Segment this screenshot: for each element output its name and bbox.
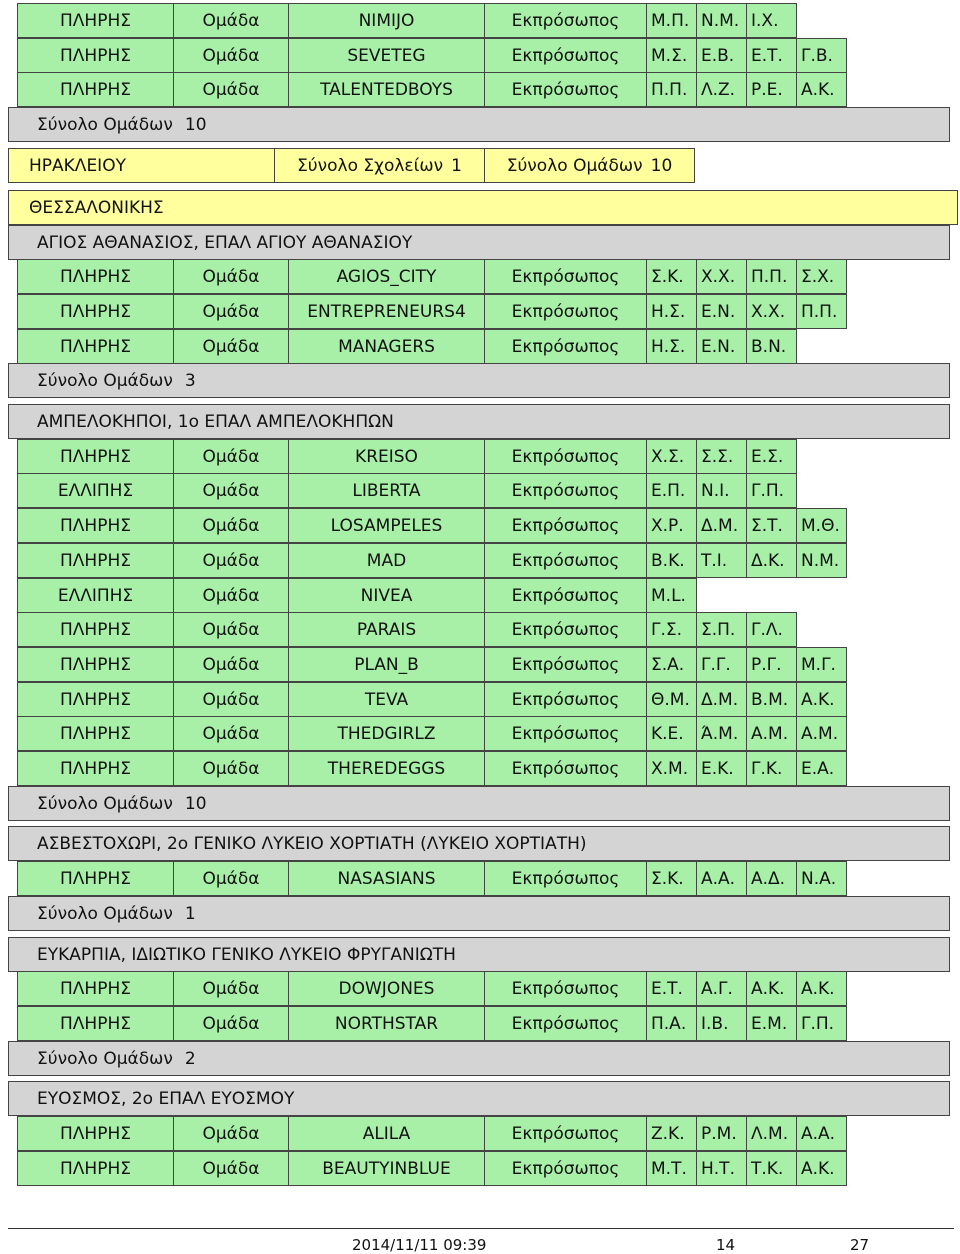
team-name: BEAUTYINBLUE <box>289 1151 485 1186</box>
member-initials: Γ.Κ. <box>747 751 797 786</box>
team-name: LIBERTA <box>289 473 485 508</box>
member-initials: Ν.Μ. <box>697 3 747 38</box>
team-label: Ομάδα <box>174 971 289 1006</box>
member-initials: Α.Γ. <box>697 971 747 1006</box>
team-label: Ομάδα <box>174 716 289 751</box>
team-label: Ομάδα <box>174 751 289 786</box>
team-total-label: Σύνολο Ομάδων <box>37 903 173 924</box>
schools-total <box>275 148 485 183</box>
member-initials: Σ.Α. <box>647 647 697 682</box>
member-initials: Σ.Κ. <box>647 861 697 896</box>
school-header: ΑΣΒΕΣΤΟΧΩΡΙ, 2ο ΓΕΝΙΚΟ ΛΥΚΕΙΟ ΧΟΡΤΙΑΤΗ (ΛΥΚΕΙΟ ΧΟΡΤΙΑΤΗ) <box>8 826 950 861</box>
team-status: ΠΛΗΡΗΣ <box>17 294 174 329</box>
team-row <box>17 1006 847 1041</box>
member-initials: Ε.Α. <box>797 751 847 786</box>
team-status: ΠΛΗΡΗΣ <box>17 38 174 73</box>
member-initials: Σ.Π. <box>697 612 747 647</box>
team-row <box>17 1116 847 1151</box>
team-name: THEDGIRLZ <box>289 716 485 751</box>
member-initials: Α.Κ. <box>797 682 847 717</box>
member-initials: Α.Α. <box>697 861 747 896</box>
member-initials: Λ.Ζ. <box>697 72 747 107</box>
representative-label: Εκπρόσωπος <box>485 473 647 508</box>
member-initials: Σ.Χ. <box>797 259 847 294</box>
team-label: Ομάδα <box>174 682 289 717</box>
team-total-value: 2 <box>184 1048 196 1069</box>
member-initials: Γ.Π. <box>797 1006 847 1041</box>
team-row <box>17 508 847 543</box>
team-label: Ομάδα <box>174 861 289 896</box>
team-row <box>17 439 797 474</box>
team-row <box>17 294 847 329</box>
team-row <box>17 72 847 107</box>
member-initials: Α.Α. <box>797 1116 847 1151</box>
member-initials: Χ.Χ. <box>697 259 747 294</box>
footer-page-number: 14 <box>716 1236 736 1254</box>
representative-label: Εκπρόσωπος <box>485 38 647 73</box>
representative-label: Εκπρόσωπος <box>485 3 647 38</box>
representative-label: Εκπρόσωπος <box>485 1116 647 1151</box>
team-total-value: 10 <box>184 793 207 814</box>
member-initials: Ά.Μ. <box>697 716 747 751</box>
team-status: ΠΛΗΡΗΣ <box>17 72 174 107</box>
representative-label: Εκπρόσωπος <box>485 971 647 1006</box>
member-initials: Α.Κ. <box>797 971 847 1006</box>
team-total-label: Σύνολο Ομάδων <box>37 793 173 814</box>
team-label: Ομάδα <box>174 329 289 364</box>
team-label: Ομάδα <box>174 1116 289 1151</box>
schools-total-value: 1 <box>451 155 462 176</box>
team-row <box>17 543 847 578</box>
representative-label: Εκπρόσωπος <box>485 439 647 474</box>
member-initials: Κ.Ε. <box>647 716 697 751</box>
member-initials: Γ.Γ. <box>697 647 747 682</box>
team-label: Ομάδα <box>174 578 289 613</box>
team-status: ΠΛΗΡΗΣ <box>17 3 174 38</box>
member-initials: Π.Π. <box>647 72 697 107</box>
representative-label: Εκπρόσωπος <box>485 612 647 647</box>
member-initials: Β.Ν. <box>747 329 797 364</box>
member-initials: Ν.Μ. <box>797 543 847 578</box>
team-label: Ομάδα <box>174 1006 289 1041</box>
member-initials: Α.Κ. <box>797 72 847 107</box>
team-label: Ομάδα <box>174 38 289 73</box>
team-total-label: Σύνολο Ομάδων <box>37 1048 173 1069</box>
member-initials: Ε.Σ. <box>747 439 797 474</box>
team-label: Ομάδα <box>174 647 289 682</box>
team-status: ΠΛΗΡΗΣ <box>17 439 174 474</box>
footer-page-count: 27 <box>850 1236 870 1254</box>
school-header: ΕΥΚΑΡΠΙΑ, ΙΔΙΩΤΙΚΟ ΓΕΝΙΚΟ ΛΥΚΕΙΟ ΦΡΥΓΑΝΙΩΤΗ <box>8 937 950 972</box>
footer-timestamp: 2014/11/11 09:39 <box>352 1236 487 1254</box>
member-initials: Η.Σ. <box>647 329 697 364</box>
teams-total <box>485 148 695 183</box>
team-label: Ομάδα <box>174 508 289 543</box>
schools-total-label: Σύνολο Σχολείων <box>297 155 444 176</box>
team-status: ΠΛΗΡΗΣ <box>17 751 174 786</box>
member-initials: Ε.Ν. <box>697 294 747 329</box>
team-total-bar <box>8 107 950 142</box>
member-initials: Δ.Κ. <box>747 543 797 578</box>
team-name: MANAGERS <box>289 329 485 364</box>
member-initials: Ρ.Γ. <box>747 647 797 682</box>
member-initials: Ε.Τ. <box>647 971 697 1006</box>
member-initials: Μ.Π. <box>647 3 697 38</box>
team-status: ΠΛΗΡΗΣ <box>17 329 174 364</box>
representative-label: Εκπρόσωπος <box>485 751 647 786</box>
member-initials: Γ.Π. <box>747 473 797 508</box>
representative-label: Εκπρόσωπος <box>485 1006 647 1041</box>
member-initials: Μ.Γ. <box>797 647 847 682</box>
member-initials: Χ.Ρ. <box>647 508 697 543</box>
representative-label: Εκπρόσωπος <box>485 861 647 896</box>
member-initials: Γ.Β. <box>797 38 847 73</box>
member-initials: Δ.Μ. <box>697 508 747 543</box>
team-row <box>17 1151 847 1186</box>
representative-label: Εκπρόσωπος <box>485 647 647 682</box>
team-status: ΕΛΛΙΠΗΣ <box>17 473 174 508</box>
team-total-bar <box>8 363 950 398</box>
team-total-value: 3 <box>184 370 196 391</box>
team-name: NIMIJO <box>289 3 485 38</box>
member-initials: Β.Κ. <box>647 543 697 578</box>
team-total-label: Σύνολο Ομάδων <box>37 370 173 391</box>
member-initials: Π.Α. <box>647 1006 697 1041</box>
member-initials: Ι.Χ. <box>747 3 797 38</box>
team-status: ΕΛΛΙΠΗΣ <box>17 578 174 613</box>
representative-label: Εκπρόσωπος <box>485 72 647 107</box>
footer-divider <box>8 1228 954 1229</box>
team-total-bar <box>8 896 950 931</box>
member-initials: Χ.Μ. <box>647 751 697 786</box>
team-name: NIVEA <box>289 578 485 613</box>
member-initials: Ε.Τ. <box>747 38 797 73</box>
team-label: Ομάδα <box>174 3 289 38</box>
team-name: TALENTEDBOYS <box>289 72 485 107</box>
member-initials: Η.Τ. <box>697 1151 747 1186</box>
member-initials: Ε.Μ. <box>747 1006 797 1041</box>
team-status: ΠΛΗΡΗΣ <box>17 259 174 294</box>
member-initials: Ε.Π. <box>647 473 697 508</box>
member-initials: Σ.Κ. <box>647 259 697 294</box>
team-row <box>17 329 797 364</box>
team-name: NASASIANS <box>289 861 485 896</box>
region-header: ΘΕΣΣΑΛΟΝΙΚΗΣ <box>8 190 958 225</box>
member-initials: Α.Δ. <box>747 861 797 896</box>
team-label: Ομάδα <box>174 294 289 329</box>
member-initials: Α.Μ. <box>747 716 797 751</box>
member-initials: Μ.Σ. <box>647 38 697 73</box>
team-status: ΠΛΗΡΗΣ <box>17 1116 174 1151</box>
member-initials: Γ.Σ. <box>647 612 697 647</box>
member-initials: Α.Μ. <box>797 716 847 751</box>
team-label: Ομάδα <box>174 473 289 508</box>
team-total-bar <box>8 1041 950 1076</box>
member-initials: Γ.Λ. <box>747 612 797 647</box>
team-name: PARAIS <box>289 612 485 647</box>
team-status: ΠΛΗΡΗΣ <box>17 971 174 1006</box>
member-initials: Σ.Τ. <box>747 508 797 543</box>
team-name: LOSAMPELES <box>289 508 485 543</box>
team-label: Ομάδα <box>174 1151 289 1186</box>
representative-label: Εκπρόσωπος <box>485 259 647 294</box>
teams-total-label: Σύνολο Ομάδων <box>506 155 643 176</box>
member-initials: Ν.Ι. <box>697 473 747 508</box>
team-label: Ομάδα <box>174 259 289 294</box>
team-row <box>17 3 797 38</box>
team-status: ΠΛΗΡΗΣ <box>17 543 174 578</box>
representative-label: Εκπρόσωπος <box>485 329 647 364</box>
representative-label: Εκπρόσωπος <box>485 508 647 543</box>
member-initials: Λ.Μ. <box>747 1116 797 1151</box>
team-total-value: 10 <box>184 114 207 135</box>
team-name: PLAN_B <box>289 647 485 682</box>
team-status: ΠΛΗΡΗΣ <box>17 682 174 717</box>
representative-label: Εκπρόσωπος <box>485 543 647 578</box>
team-name: SEVETEG <box>289 38 485 73</box>
member-initials: Ζ.Κ. <box>647 1116 697 1151</box>
school-header: ΑΓΙΟΣ ΑΘΑΝΑΣΙΟΣ, ΕΠΑΛ ΑΓΙΟΥ ΑΘΑΝΑΣΙΟΥ <box>8 225 950 260</box>
member-initials: Χ.Σ. <box>647 439 697 474</box>
team-label: Ομάδα <box>174 612 289 647</box>
team-total-bar <box>8 786 950 821</box>
member-initials: M.L. <box>647 578 697 613</box>
team-row <box>17 612 797 647</box>
member-initials: Π.Π. <box>747 259 797 294</box>
member-initials: Τ.Ι. <box>697 543 747 578</box>
member-initials: Ε.Β. <box>697 38 747 73</box>
team-status: ΠΛΗΡΗΣ <box>17 508 174 543</box>
team-name: KREISO <box>289 439 485 474</box>
team-row <box>17 716 847 751</box>
team-name: THEREDEGGS <box>289 751 485 786</box>
member-initials: Ε.Ν. <box>697 329 747 364</box>
member-initials: Δ.Μ. <box>697 682 747 717</box>
team-row <box>17 259 847 294</box>
team-status: ΠΛΗΡΗΣ <box>17 647 174 682</box>
representative-label: Εκπρόσωπος <box>485 682 647 717</box>
member-initials: Ρ.Μ. <box>697 1116 747 1151</box>
representative-label: Εκπρόσωπος <box>485 294 647 329</box>
team-status: ΠΛΗΡΗΣ <box>17 861 174 896</box>
member-initials: Α.Κ. <box>797 1151 847 1186</box>
member-initials: Β.Μ. <box>747 682 797 717</box>
team-row <box>17 751 847 786</box>
member-initials: Ν.Α. <box>797 861 847 896</box>
team-name: ENTREPRENEURS4 <box>289 294 485 329</box>
team-label: Ομάδα <box>174 543 289 578</box>
member-initials: Ε.Κ. <box>697 751 747 786</box>
team-status: ΠΛΗΡΗΣ <box>17 716 174 751</box>
team-row <box>17 682 847 717</box>
team-total-value: 1 <box>184 903 196 924</box>
team-label: Ομάδα <box>174 439 289 474</box>
member-initials: Θ.Μ. <box>647 682 697 717</box>
team-name: ALILA <box>289 1116 485 1151</box>
member-initials: Η.Σ. <box>647 294 697 329</box>
team-total-label: Σύνολο Ομάδων <box>37 114 173 135</box>
team-row <box>17 647 847 682</box>
city-name: ΗΡΑΚΛΕΙΟΥ <box>8 148 275 183</box>
school-header: ΑΜΠΕΛΟΚΗΠΟΙ, 1ο ΕΠΑΛ ΑΜΠΕΛΟΚΗΠΩΝ <box>8 404 950 439</box>
team-name: TEVA <box>289 682 485 717</box>
member-initials: Μ.Θ. <box>797 508 847 543</box>
team-name: DOWJONES <box>289 971 485 1006</box>
member-initials: Ι.Β. <box>697 1006 747 1041</box>
school-header: ΕΥΟΣΜΟΣ, 2ο ΕΠΑΛ ΕΥΟΣΜΟΥ <box>8 1081 950 1116</box>
team-name: AGIOS_CITY <box>289 259 485 294</box>
team-row <box>17 473 797 508</box>
team-status: ΠΛΗΡΗΣ <box>17 1151 174 1186</box>
representative-label: Εκπρόσωπος <box>485 716 647 751</box>
team-label: Ομάδα <box>174 72 289 107</box>
member-initials: Χ.Χ. <box>747 294 797 329</box>
teams-total-value: 10 <box>650 155 673 176</box>
city-summary-row <box>8 148 695 183</box>
representative-label: Εκπρόσωπος <box>485 1151 647 1186</box>
member-initials: Π.Π. <box>797 294 847 329</box>
team-status: ΠΛΗΡΗΣ <box>17 1006 174 1041</box>
team-row <box>17 861 847 896</box>
team-row <box>17 578 697 613</box>
team-row <box>17 971 847 1006</box>
team-status: ΠΛΗΡΗΣ <box>17 612 174 647</box>
team-row <box>17 38 847 73</box>
team-name: MAD <box>289 543 485 578</box>
team-name: NORTHSTAR <box>289 1006 485 1041</box>
member-initials: Α.Κ. <box>747 971 797 1006</box>
member-initials: Ρ.Ε. <box>747 72 797 107</box>
member-initials: Μ.Τ. <box>647 1151 697 1186</box>
member-initials: Τ.Κ. <box>747 1151 797 1186</box>
member-initials: Σ.Σ. <box>697 439 747 474</box>
representative-label: Εκπρόσωπος <box>485 578 647 613</box>
